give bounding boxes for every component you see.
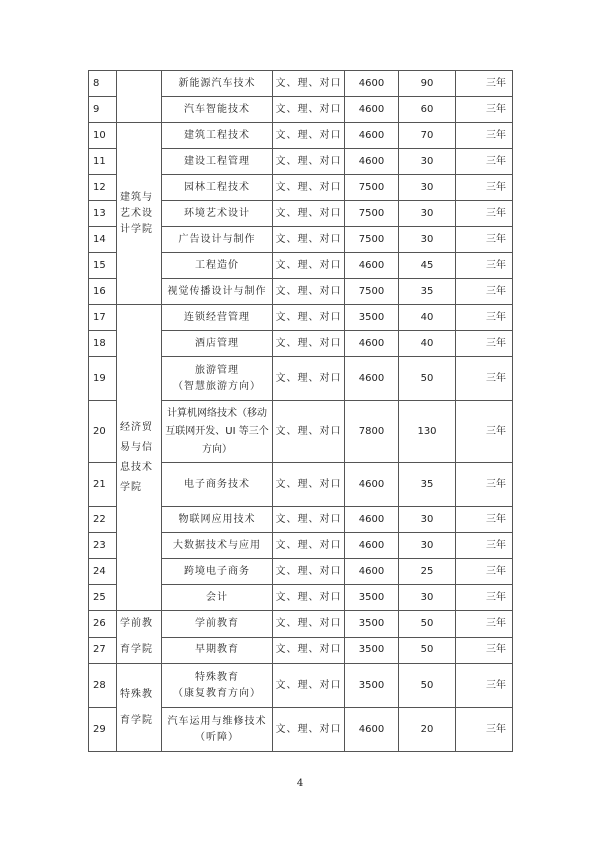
plan-count-cell: 30 — [399, 227, 456, 253]
subject-cell: 文、理、对口 — [273, 253, 345, 279]
department-cell: 经济贸 易与信 息技术 学院 — [117, 305, 162, 611]
plan-count-cell: 30 — [399, 585, 456, 611]
fee-cell: 3500 — [345, 664, 399, 708]
department-cell: 特殊教 育学院 — [117, 664, 162, 752]
major-cell: 酒店管理 — [162, 331, 273, 357]
major-cell: 汽车运用与维修技术 （听障） — [162, 708, 273, 752]
row-number: 11 — [89, 149, 117, 175]
fee-cell: 7500 — [345, 227, 399, 253]
subject-cell: 文、理、对口 — [273, 305, 345, 331]
fee-cell: 4600 — [345, 559, 399, 585]
fee-cell: 3500 — [345, 611, 399, 638]
subject-cell: 文、理、对口 — [273, 175, 345, 201]
subject-cell: 文、理、对口 — [273, 201, 345, 227]
major-cell: 特殊教育 （康复教育方向） — [162, 664, 273, 708]
years-cell: 三年 — [456, 71, 513, 97]
years-cell: 三年 — [456, 664, 513, 708]
subject-cell: 文、理、对口 — [273, 149, 345, 175]
row-number: 13 — [89, 201, 117, 227]
plan-count-cell: 30 — [399, 201, 456, 227]
major-cell: 学前教育 — [162, 611, 273, 638]
subject-cell: 文、理、对口 — [273, 637, 345, 664]
row-number: 16 — [89, 279, 117, 305]
major-cell: 旅游管理 （智慧旅游方向） — [162, 357, 273, 401]
years-cell: 三年 — [456, 227, 513, 253]
fee-cell: 7500 — [345, 175, 399, 201]
fee-cell: 3500 — [345, 585, 399, 611]
plan-count-cell: 30 — [399, 533, 456, 559]
row-number: 27 — [89, 637, 117, 664]
major-cell: 视觉传播设计与制作 — [162, 279, 273, 305]
table-row — [89, 123, 513, 149]
plan-count-cell: 50 — [399, 357, 456, 401]
years-cell: 三年 — [456, 201, 513, 227]
table-row — [89, 664, 513, 708]
years-cell: 三年 — [456, 585, 513, 611]
major-cell: 电子商务技术 — [162, 463, 273, 507]
years-cell: 三年 — [456, 559, 513, 585]
row-number: 26 — [89, 611, 117, 638]
row-number: 28 — [89, 664, 117, 708]
major-cell: 物联网应用技术 — [162, 507, 273, 533]
years-cell: 三年 — [456, 611, 513, 638]
plan-count-cell: 50 — [399, 637, 456, 664]
plan-count-cell: 50 — [399, 664, 456, 708]
fee-cell: 4600 — [345, 533, 399, 559]
major-cell: 建筑工程技术 — [162, 123, 273, 149]
years-cell: 三年 — [456, 175, 513, 201]
plan-count-cell: 25 — [399, 559, 456, 585]
row-number: 8 — [89, 71, 117, 97]
major-cell: 工程造价 — [162, 253, 273, 279]
subject-cell: 文、理、对口 — [273, 507, 345, 533]
years-cell: 三年 — [456, 97, 513, 123]
plan-count-cell: 60 — [399, 97, 456, 123]
fee-cell: 7800 — [345, 401, 399, 463]
fee-cell: 4600 — [345, 97, 399, 123]
subject-cell: 文、理、对口 — [273, 331, 345, 357]
subject-cell: 文、理、对口 — [273, 559, 345, 585]
subject-cell: 文、理、对口 — [273, 227, 345, 253]
subject-cell: 文、理、对口 — [273, 97, 345, 123]
subject-cell: 文、理、对口 — [273, 357, 345, 401]
table-row — [89, 611, 513, 638]
row-number: 10 — [89, 123, 117, 149]
plan-count-cell: 35 — [399, 463, 456, 507]
years-cell: 三年 — [456, 463, 513, 507]
fee-cell: 3500 — [345, 637, 399, 664]
fee-cell: 7500 — [345, 201, 399, 227]
fee-cell: 4600 — [345, 331, 399, 357]
fee-cell: 4600 — [345, 123, 399, 149]
plan-count-cell: 45 — [399, 253, 456, 279]
fee-cell: 4600 — [345, 708, 399, 752]
plan-count-cell: 40 — [399, 305, 456, 331]
years-cell: 三年 — [456, 533, 513, 559]
major-cell: 建设工程管理 — [162, 149, 273, 175]
fee-cell: 4600 — [345, 253, 399, 279]
fee-cell: 4600 — [345, 357, 399, 401]
fee-cell: 3500 — [345, 305, 399, 331]
subject-cell: 文、理、对口 — [273, 611, 345, 638]
subject-cell: 文、理、对口 — [273, 279, 345, 305]
row-number: 19 — [89, 357, 117, 401]
department-cell: 学前教 育学院 — [117, 611, 162, 664]
table-row — [89, 305, 513, 331]
table-row — [89, 71, 513, 97]
years-cell: 三年 — [456, 357, 513, 401]
years-cell: 三年 — [456, 305, 513, 331]
years-cell: 三年 — [456, 279, 513, 305]
row-number: 25 — [89, 585, 117, 611]
fee-cell: 4600 — [345, 71, 399, 97]
major-cell: 新能源汽车技术 — [162, 71, 273, 97]
row-number: 9 — [89, 97, 117, 123]
plan-count-cell: 35 — [399, 279, 456, 305]
plan-count-cell: 30 — [399, 149, 456, 175]
row-number: 12 — [89, 175, 117, 201]
subject-cell: 文、理、对口 — [273, 401, 345, 463]
row-number: 21 — [89, 463, 117, 507]
fee-cell: 4600 — [345, 507, 399, 533]
fee-cell: 4600 — [345, 149, 399, 175]
department-cell — [117, 71, 162, 123]
subject-cell: 文、理、对口 — [273, 664, 345, 708]
major-cell: 会计 — [162, 585, 273, 611]
plan-count-cell: 20 — [399, 708, 456, 752]
major-cell: 连锁经营管理 — [162, 305, 273, 331]
subject-cell: 文、理、对口 — [273, 708, 345, 752]
major-cell: 广告设计与制作 — [162, 227, 273, 253]
plan-count-cell: 40 — [399, 331, 456, 357]
major-cell: 园林工程技术 — [162, 175, 273, 201]
enrollment-plan-table — [88, 70, 513, 752]
years-cell: 三年 — [456, 331, 513, 357]
plan-count-cell: 90 — [399, 71, 456, 97]
years-cell: 三年 — [456, 123, 513, 149]
years-cell: 三年 — [456, 149, 513, 175]
row-number: 18 — [89, 331, 117, 357]
row-number: 14 — [89, 227, 117, 253]
years-cell: 三年 — [456, 401, 513, 463]
years-cell: 三年 — [456, 507, 513, 533]
department-cell: 建筑与 艺术设 计学院 — [117, 123, 162, 305]
subject-cell: 文、理、对口 — [273, 71, 345, 97]
row-number: 24 — [89, 559, 117, 585]
row-number: 29 — [89, 708, 117, 752]
major-cell: 汽车智能技术 — [162, 97, 273, 123]
major-cell: 跨境电子商务 — [162, 559, 273, 585]
row-number: 15 — [89, 253, 117, 279]
plan-count-cell: 130 — [399, 401, 456, 463]
row-number: 22 — [89, 507, 117, 533]
major-cell: 环境艺术设计 — [162, 201, 273, 227]
years-cell: 三年 — [456, 253, 513, 279]
page-number: 4 — [296, 778, 304, 789]
fee-cell: 4600 — [345, 463, 399, 507]
major-cell: 计算机网络技术（移动 互联网开发、UI 等三个 方向） — [162, 401, 273, 463]
years-cell: 三年 — [456, 637, 513, 664]
subject-cell: 文、理、对口 — [273, 533, 345, 559]
subject-cell: 文、理、对口 — [273, 463, 345, 507]
subject-cell: 文、理、对口 — [273, 123, 345, 149]
years-cell: 三年 — [456, 708, 513, 752]
plan-count-cell: 30 — [399, 175, 456, 201]
subject-cell: 文、理、对口 — [273, 585, 345, 611]
plan-count-cell: 70 — [399, 123, 456, 149]
row-number: 23 — [89, 533, 117, 559]
plan-count-cell: 30 — [399, 507, 456, 533]
row-number: 20 — [89, 401, 117, 463]
major-cell: 早期教育 — [162, 637, 273, 664]
plan-count-cell: 50 — [399, 611, 456, 638]
fee-cell: 7500 — [345, 279, 399, 305]
row-number: 17 — [89, 305, 117, 331]
major-cell: 大数据技术与应用 — [162, 533, 273, 559]
